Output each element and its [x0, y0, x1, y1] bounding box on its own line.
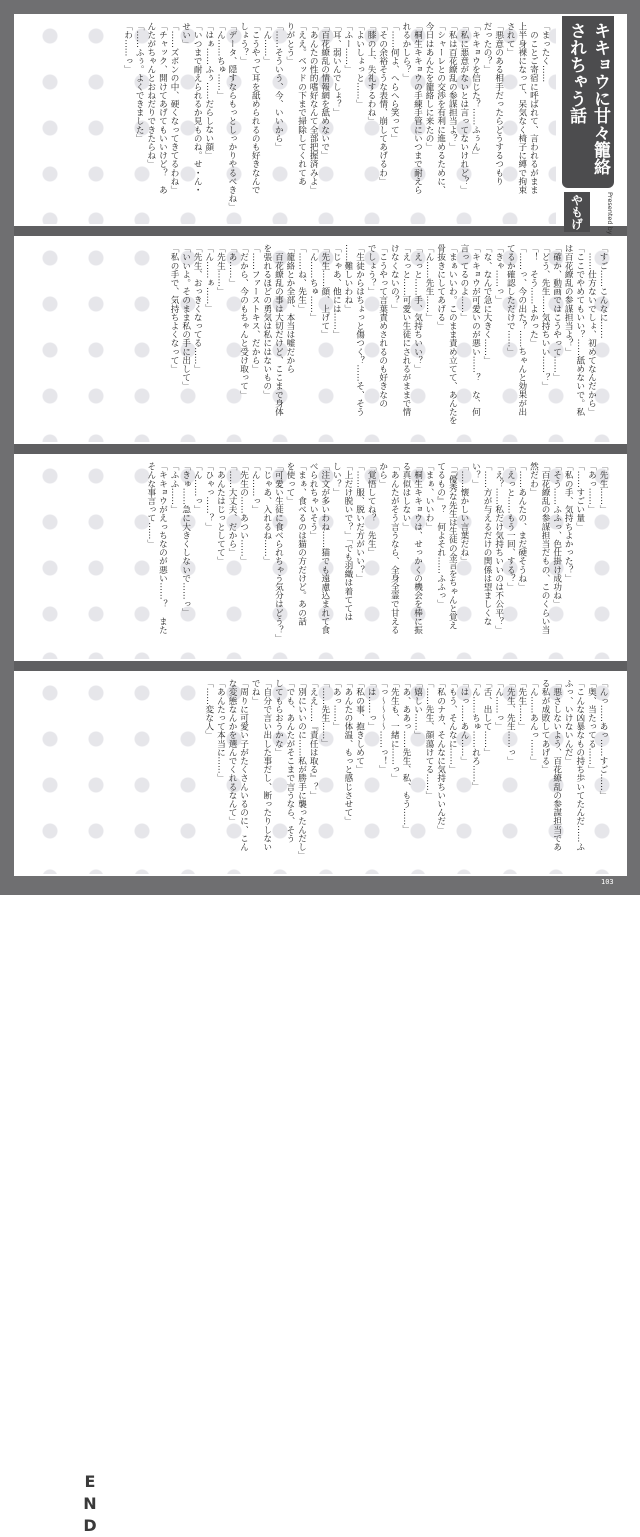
dialogue-line: しょう？」 [238, 22, 249, 65]
dialogue-line: 「でも、あんたがそこまで言うなら、そう [284, 679, 295, 843]
end-letter: D [83, 1516, 97, 1535]
dialogue-line: 「……先生、顔蕩けてる……」 [424, 679, 435, 800]
dialogue-line: 「シャーレとの交渉を有利に進めるために、 [435, 22, 446, 194]
page-frame-right [627, 0, 640, 895]
dialogue-line: を張れるほどの勇気は私にはないもの」 [261, 244, 272, 399]
dialogue-line: 「別にいいのに……私が勝手に襲ったんだし」 [296, 679, 307, 860]
dialogue-line: 「先生、先生……っ」 [505, 679, 516, 765]
dialogue-line: 「よいしょっと……」 [354, 22, 365, 108]
dialogue-line: 「……ね、先生」 [296, 244, 307, 313]
dialogue-line: 「キキョウがえっちなのが悪い……？ また [157, 462, 168, 634]
dialogue-line: 「はぁ……ふぅ……だらしない顔」 [203, 22, 214, 160]
dialogue-line: 「私に悪意がないとは言ってないけれど？」 [458, 22, 469, 194]
dialogue-line: 「私のナカ、そんなに気持ちいいんだ」 [435, 679, 446, 834]
dialogue-line: 「ん……ちゅ……れろ……」 [470, 679, 481, 791]
dialogue-line: 「まぁ、いいわ」 [424, 462, 435, 531]
text-panel-3 [30, 456, 614, 659]
dialogue-line: は百花繚乱の参謀担当よ？」 [563, 244, 574, 356]
dialogue-line: 「えっと……手、気持ちいい？」 [412, 244, 423, 373]
dialogue-line: 「あんたの体温、もっと感じさせて」 [342, 679, 353, 826]
dialogue-line: てるか確認しただけで……」 [505, 244, 516, 356]
dialogue-line: 「えっと……もう一回、する？」 [505, 462, 516, 591]
dialogue-column [36, 22, 550, 218]
dialogue-line: る私が成敗してあげる」 [540, 679, 551, 774]
dialogue-line: 「あ……」 [227, 244, 237, 287]
dialogue-line: 「ん……」 [261, 22, 272, 65]
dialogue-line: 「ん……あんっ……」 [528, 679, 539, 765]
author-name: やもげ [564, 192, 590, 232]
dialogue-line: 「んっ……あっ……すご……」 [598, 679, 608, 800]
dialogue-line: 「『優秀な先生は生徒の金言をちゃんと覚え [447, 462, 458, 630]
dialogue-line: 「キキョウを信じた？……ふぅん」 [470, 22, 481, 160]
dialogue-line: を使って」 [284, 462, 295, 505]
dialogue-line: から」 [377, 462, 388, 488]
panel-divider [14, 444, 627, 454]
dialogue-line: 「悪さしないよう、百花繚乱の参謀担当であ [551, 679, 562, 851]
dialogue-line: 「あんたがそう言うなら、全身全霊で甘える [389, 462, 400, 634]
dialogue-line: い？」 [470, 462, 481, 488]
dialogue-line: 「いつまで耐えられるか見ものね。せ・ん・ [192, 22, 203, 194]
dialogue-line: 「じゃあ、入れるね……」 [261, 462, 272, 566]
dialogue-line: 「ん……っ」 [250, 462, 261, 514]
dialogue-line: 「データ、隠すならもっとしっかりやるべきね」 [226, 22, 237, 212]
dialogue-line: ……仕方ないでしょ、初めてなんだから」 [586, 244, 597, 416]
dialogue-line: 「ここでやめてもいい？……舐めないで。私 [574, 244, 585, 416]
dialogue-line: 「……っ、今の出た？……ちゃんと効果が出 [516, 244, 527, 416]
dialogue-line: 「膝の上、失礼するわね」 [366, 22, 377, 126]
dialogue-column [36, 462, 608, 653]
dialogue-line: な変態なんかを選んでくれるなんて」 [227, 679, 237, 826]
dialogue-line: 「先生……」 [598, 462, 608, 514]
dialogue-line: けなくないの？」 [389, 244, 400, 313]
dialogue-line: 「すご……こんなに…… [598, 244, 608, 339]
page-frame-left [0, 0, 14, 895]
dialogue-line: だったの？」 [482, 22, 493, 74]
dialogue-line: 「桐生キキョウの手練手管にいつまで耐えら [412, 22, 423, 194]
dialogue-line: でしょう？」 [366, 244, 377, 296]
dialogue-line: 「可愛い生徒に食べられちゃう気分はどう？」 [273, 462, 284, 643]
dialogue-line: 「な、なんで急に大きく……」 [482, 244, 493, 365]
dialogue-line: 「まぁいいわ。このまま責め立てて、あんたを [447, 244, 458, 425]
dialogue-line: 「その余裕そうな表情、崩してあげるわ」 [377, 22, 388, 186]
text-panel-2 [30, 238, 614, 442]
dialogue-line: 「じゃあ、他には……」 [331, 244, 342, 339]
dialogue-column [36, 244, 608, 436]
dialogue-line: のことご寄宿に呼ばれて、言われるがまま [528, 22, 539, 194]
dialogue-line: 「籠絡とか全部、本当は嘘だから [284, 244, 295, 373]
dialogue-line: 「えっと……可愛い生徒にされるがままで情 [400, 244, 411, 416]
dialogue-line: 「は……っ」 [366, 679, 377, 731]
dialogue-line: 「！ そう……よかった」 [528, 244, 539, 348]
dialogue-line: 「注文が多いわね……猫でも遠慮込まれて食 [319, 462, 330, 634]
dialogue-line: 「……変な人」 [203, 679, 214, 740]
dialogue-line: 「だから、今のもちゃんと受け取って」 [238, 244, 249, 399]
dialogue-line: 然だわ」 [528, 462, 539, 497]
dialogue-line: 「私は百花繚乱の参謀担当よ？」 [447, 22, 458, 151]
dialogue-line: 「舌、出して……」 [482, 679, 493, 757]
dialogue-line: 「……ふぅ。よくできました」 [134, 22, 145, 143]
title-banner [562, 16, 614, 188]
dialogue-line: 「百花繚乱の情報網を舐めないで」 [319, 22, 330, 160]
dialogue-line: 「キキョウが可愛いのが悪い……？ な、何 [470, 244, 481, 416]
dialogue-line: 「……大丈夫、だから」 [227, 462, 237, 557]
page-frame-bottom [0, 876, 640, 895]
dialogue-line: 「百花繚乱の参謀担当だもの、このくらい当 [540, 462, 551, 634]
dialogue-line: 「どう、先生……気持ちいい……？」 [540, 244, 551, 391]
dialogue-line: 「まぁ、食べるのは猫の方だけど。あの話 [296, 462, 307, 626]
dialogue-line: 「……すごい量」 [574, 462, 585, 531]
panel-divider [14, 661, 627, 671]
dialogue-line: 「先生……」 [516, 679, 527, 731]
panel-divider [14, 226, 627, 236]
dialogue-line: んたがちゃんとおねだりできたらね」 [145, 22, 156, 169]
dialogue-line: 「ん……っ」 [192, 462, 203, 514]
dialogue-line: 「自分で言い出した事だし、断ったりしない [261, 679, 272, 851]
dialogue-line: されて」 [505, 22, 516, 57]
dialogue-line: 「あんたって本当に……」 [215, 679, 226, 783]
dialogue-line: 「……ファーストキス、だから」 [250, 244, 261, 373]
dialogue-line: 「上だけ脱いで？」「でも羽織は着てては [342, 462, 353, 622]
dialogue-line: 「嬉しい……」 [412, 679, 423, 740]
dialogue-line: 「いいよ。そのまま私の手に出して」 [180, 244, 191, 391]
dialogue-line: 「ん……ちゅ……」 [215, 22, 226, 100]
dialogue-line: 「ふふ……」 [169, 462, 180, 514]
dialogue-line: しい？」 [331, 462, 342, 497]
dialogue-line: 「私の事、抱きしめて」 [354, 679, 365, 774]
dialogue-line: してもらおうかな」 [273, 679, 284, 757]
dialogue-line: 「悪意のある相手だったらどうするつもり [493, 22, 504, 186]
dialogue-line: 骨抜きにしてあげる」 [435, 244, 446, 330]
text-panel-1 [30, 16, 556, 224]
dialogue-line: 「チャック、開けてあげてもいいけど？ あ [157, 22, 168, 194]
dialogue-line: 「ええ……『責任は取る』？」 [308, 679, 319, 800]
dialogue-line: 「……懐かしい言葉だね」 [458, 462, 469, 566]
dialogue-line: 「ひゃっ……？」 [203, 462, 214, 531]
dialogue-line: 「耳、弱いんでしょ？」 [331, 22, 342, 117]
dialogue-line: 言ってるのよ……」 [458, 244, 469, 322]
dialogue-line: 「あんたの性的嗜好なんて全部把握済みよ」 [308, 22, 319, 194]
page-number: 103 [601, 878, 614, 886]
dialogue-line: そんな事言って……」 [145, 462, 156, 548]
dialogue-line: 「生徒からはちょっと傷つく？……そ、そう [354, 244, 365, 416]
dialogue-line: 「……そういう、今、いいから」 [273, 22, 284, 151]
dialogue-line: 「桐生キキョウは、せっかくの機会を棒に振 [412, 462, 423, 634]
dialogue-line: 「そう……ふふっ、色仕掛け成功ね」 [551, 462, 562, 609]
dialogue-line: 「……ズボンの中、硬くなってきてるわね」 [169, 22, 179, 194]
dialogue-line: 「……先生……」 [319, 679, 330, 748]
dialogue-line: てるもの』？ 何よそれ……ふふっ」 [435, 462, 446, 609]
presented-by-label: Presented by [606, 192, 614, 235]
dialogue-line: 「確か、動画ではこうやって……」 [551, 244, 562, 382]
dialogue-line: 「まったく…… [540, 22, 550, 83]
dialogue-line: 「先生……」 [215, 244, 226, 296]
dialogue-line: る真似はしない」 [400, 462, 411, 531]
dialogue-line: 上半身裸になって、呆気なく椅子に縛で拘束 [516, 22, 527, 194]
dialogue-line: 「ん……先生……」 [424, 244, 435, 322]
dialogue-line: 今日はあんたを籠絡しに来たの」 [424, 22, 435, 151]
dialogue-line: 「……方が与えるだけの関係は望ましくな [482, 462, 493, 626]
dialogue-line: 「私の手、気持ちよかった？」 [563, 462, 574, 583]
dialogue-line: 「あっ……」 [586, 462, 597, 514]
dialogue-line: 「……服、脱いだ方がいい？」 [354, 462, 365, 583]
dialogue-line: 「先生、おっきくなってる……」 [192, 244, 203, 373]
dialogue-line: 「ん……ちゅ……」 [308, 244, 319, 322]
dialogue-line: 「もう、そんなに……」 [447, 679, 458, 774]
dialogue-line: ふっ、いけないんだ」 [563, 679, 574, 765]
story-title: キキョウに甘々籠絡されちゃう話 [566, 22, 610, 175]
dialogue-line: でね」 [250, 679, 261, 705]
end-logo-icon [74, 1473, 106, 1537]
dialogue-line: 「周りに可愛い子がたくさんいるのに、こん [238, 679, 249, 851]
dialogue-line: 「こうやって言葉責めされるのも好きなの [377, 244, 388, 408]
dialogue-line: 「奥、当たってる……」 [586, 679, 597, 774]
dialogue-line: ……難しいわね」 [342, 244, 353, 313]
dialogue-line: れるかしら？」 [400, 22, 411, 83]
dialogue-line: 「きゅ……急に大きくしないで……っ」 [180, 462, 191, 617]
dialogue-line: 「ええ。ベッドの下まで掃除してくれてあ [296, 22, 307, 186]
dialogue-line: べられちゃいそう」 [308, 462, 319, 540]
title-block [562, 16, 614, 235]
dialogue-line: 「先生……顔、上げて」 [319, 244, 330, 339]
dialogue-line: 「こうやって耳を舐められるのも好きなんで [250, 22, 261, 194]
dialogue-line: 「……あんたの、まだ硬そうね」 [516, 462, 527, 591]
dialogue-line: 「あ、ああっ……先生、私、もう……」 [400, 679, 411, 834]
dialogue-line: 「先生の……あつい……」 [238, 462, 249, 566]
dialogue-line: りがとう」 [284, 22, 295, 65]
dialogue-column [36, 679, 608, 868]
dialogue-line: 「こんな凶暴なもの持ち歩いてたんだ……ふ [574, 679, 585, 851]
end-letter: E [84, 1472, 96, 1491]
dialogue-line: 「ん……っ」 [493, 679, 504, 731]
dialogue-line: 「っ～～～～……っ！」 [377, 679, 388, 774]
end-letter: N [83, 1494, 97, 1513]
dialogue-line: 「きゃ……っ」 [493, 244, 504, 305]
dialogue-line: 「先生も、一緒に……っ」 [389, 679, 400, 783]
dialogue-line: 「あっ……」 [331, 679, 342, 731]
dialogue-line: 「はっ……あん……」 [458, 679, 469, 765]
dialogue-line: 「……何よ、へらへら笑って」 [389, 22, 400, 143]
dialogue-line: 「ふー……」 [342, 22, 353, 74]
dialogue-line: せい」 [180, 22, 191, 48]
dialogue-line: 「わ……っ」 [122, 22, 133, 74]
dialogue-line: 「私の手で、気持ちよくなって」 [169, 244, 180, 373]
dialogue-line: 「え？……私だけ気持ちいいのは不公平？」 [493, 462, 504, 634]
dialogue-line: 「あんたはじっとしてて」 [215, 462, 226, 566]
dialogue-line: 「ん……ぁ……」 [203, 244, 214, 313]
dialogue-line: 百花繚乱の事は大切だけど、ここまで身体 [273, 244, 284, 416]
page-frame-top [0, 0, 640, 14]
dialogue-line: 「覚悟してね？ 先生」 [366, 462, 377, 557]
